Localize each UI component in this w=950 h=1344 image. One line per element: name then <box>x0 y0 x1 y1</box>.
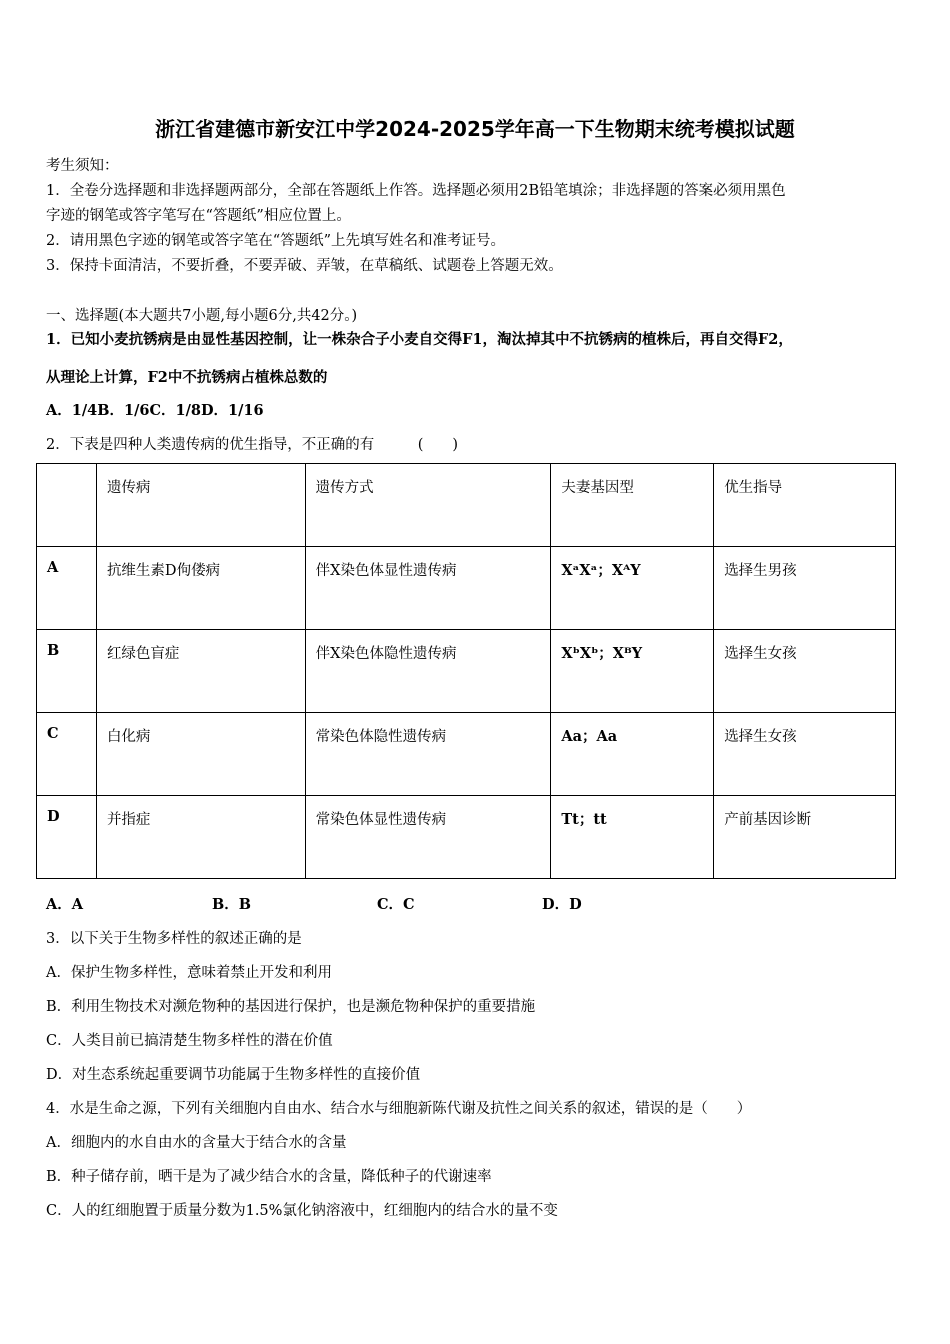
row-label: B <box>37 630 97 713</box>
disease-cell: 红绿色盲症 <box>96 630 305 713</box>
notice-item-3: 3．保持卡面清洁，不要折叠，不要弄破、弄皱，在草稿纸、试题卷上答题无效。 <box>46 258 563 274</box>
row-label: D <box>37 796 97 879</box>
q1-stem-line-1: 1．已知小麦抗锈病是由显性基因控制，让一株杂合子小麦自交得F1，淘汰掉其中不抗锈病的植株后，再自交得F2， <box>46 331 793 348</box>
q2-option-b: B．B <box>212 896 252 913</box>
row-label: A <box>37 547 97 630</box>
q2-option-a: A．A <box>46 896 84 913</box>
disease-cell: 白化病 <box>96 713 305 796</box>
genotype-cell: Tt；tt <box>551 796 714 879</box>
eugenics-table <box>36 463 896 879</box>
inheritance-cell: 常染色体隐性遗传病 <box>305 713 551 796</box>
table-row <box>37 796 896 879</box>
q3-option-d: D．对生态系统起重要调节功能属于生物多样性的直接价值 <box>46 1067 421 1083</box>
row-label: C <box>37 713 97 796</box>
inheritance-cell: 伴X染色体显性遗传病 <box>305 547 551 630</box>
q3-stem: 3．以下关于生物多样性的叙述正确的是 <box>46 931 302 947</box>
disease-cell: 抗维生素D佝偻病 <box>96 547 305 630</box>
table-row <box>37 630 896 713</box>
table-header-cell: 优生指导 <box>714 464 896 547</box>
table-header-cell <box>37 464 97 547</box>
q2-option-c: C．C <box>377 896 415 913</box>
inheritance-cell: 伴X染色体隐性遗传病 <box>305 630 551 713</box>
notice-item-2: 2．请用黑色字迹的钢笔或答字笔在“答题纸”上先填写姓名和准考证号。 <box>46 233 506 249</box>
table-row <box>37 547 896 630</box>
q4-option-a: A．细胞内的水自由水的含量大于结合水的含量 <box>46 1135 347 1151</box>
q1-stem-line-2: 从理论上计算，F2中不抗锈病占植株总数的 <box>46 369 328 386</box>
q3-option-a: A．保护生物多样性，意味着禁止开发和利用 <box>46 965 332 981</box>
q3-option-c: C．人类目前已搞清楚生物多样性的潜在价值 <box>46 1033 333 1049</box>
section-heading: 一、选择题(本大题共7小题,每小题6分,共42分。) <box>46 308 358 324</box>
table-header-cell: 夫妻基因型 <box>551 464 714 547</box>
advice-cell: 选择生女孩 <box>714 713 896 796</box>
q1-options: A．1/4B．1/6C．1/8D．1/16 <box>46 402 264 419</box>
q2-option-d: D．D <box>542 896 582 913</box>
notice-heading: 考生须知： <box>46 158 119 174</box>
table-header-row <box>37 464 896 547</box>
page-title: 浙江省建德市新安江中学2024-2025学年高一下生物期末统考模拟试题 <box>155 117 795 141</box>
genotype-cell: XᵇXᵇ；XᴮY <box>551 630 714 713</box>
q2-stem: 2．下表是四种人类遗传病的优生指导，不正确的有 ( ) <box>46 437 459 453</box>
genotype-cell: XᵃXᵃ；XᴬY <box>551 547 714 630</box>
table-row <box>37 713 896 796</box>
advice-cell: 选择生男孩 <box>714 547 896 630</box>
q3-option-b: B．利用生物技术对濒危物种的基因进行保护，也是濒危物种保护的重要措施 <box>46 999 536 1015</box>
q4-option-c: C．人的红细胞置于质量分数为1.5%氯化钠溶液中，红细胞内的结合水的量不变 <box>46 1203 558 1219</box>
disease-cell: 并指症 <box>96 796 305 879</box>
notice-item-1-line-1: 1．全卷分选择题和非选择题两部分，全部在答题纸上作答。选择题必须用2B铅笔填涂；非选择题的答案必须用黑色 <box>46 183 786 199</box>
notice-item-1-line-2: 字迹的钢笔或答字笔写在“答题纸”相应位置上。 <box>46 208 351 224</box>
q4-option-b: B．种子储存前，晒干是为了减少结合水的含量，降低种子的代谢速率 <box>46 1169 492 1185</box>
table-header-cell: 遗传方式 <box>305 464 551 547</box>
inheritance-cell: 常染色体显性遗传病 <box>305 796 551 879</box>
genotype-cell: Aa；Aa <box>551 713 714 796</box>
advice-cell: 产前基因诊断 <box>714 796 896 879</box>
advice-cell: 选择生女孩 <box>714 630 896 713</box>
table-header-cell: 遗传病 <box>96 464 305 547</box>
q4-stem: 4．水是生命之源，下列有关细胞内自由水、结合水与细胞新陈代谢及抗性之间关系的叙述，错误的是（ ） <box>46 1101 752 1117</box>
